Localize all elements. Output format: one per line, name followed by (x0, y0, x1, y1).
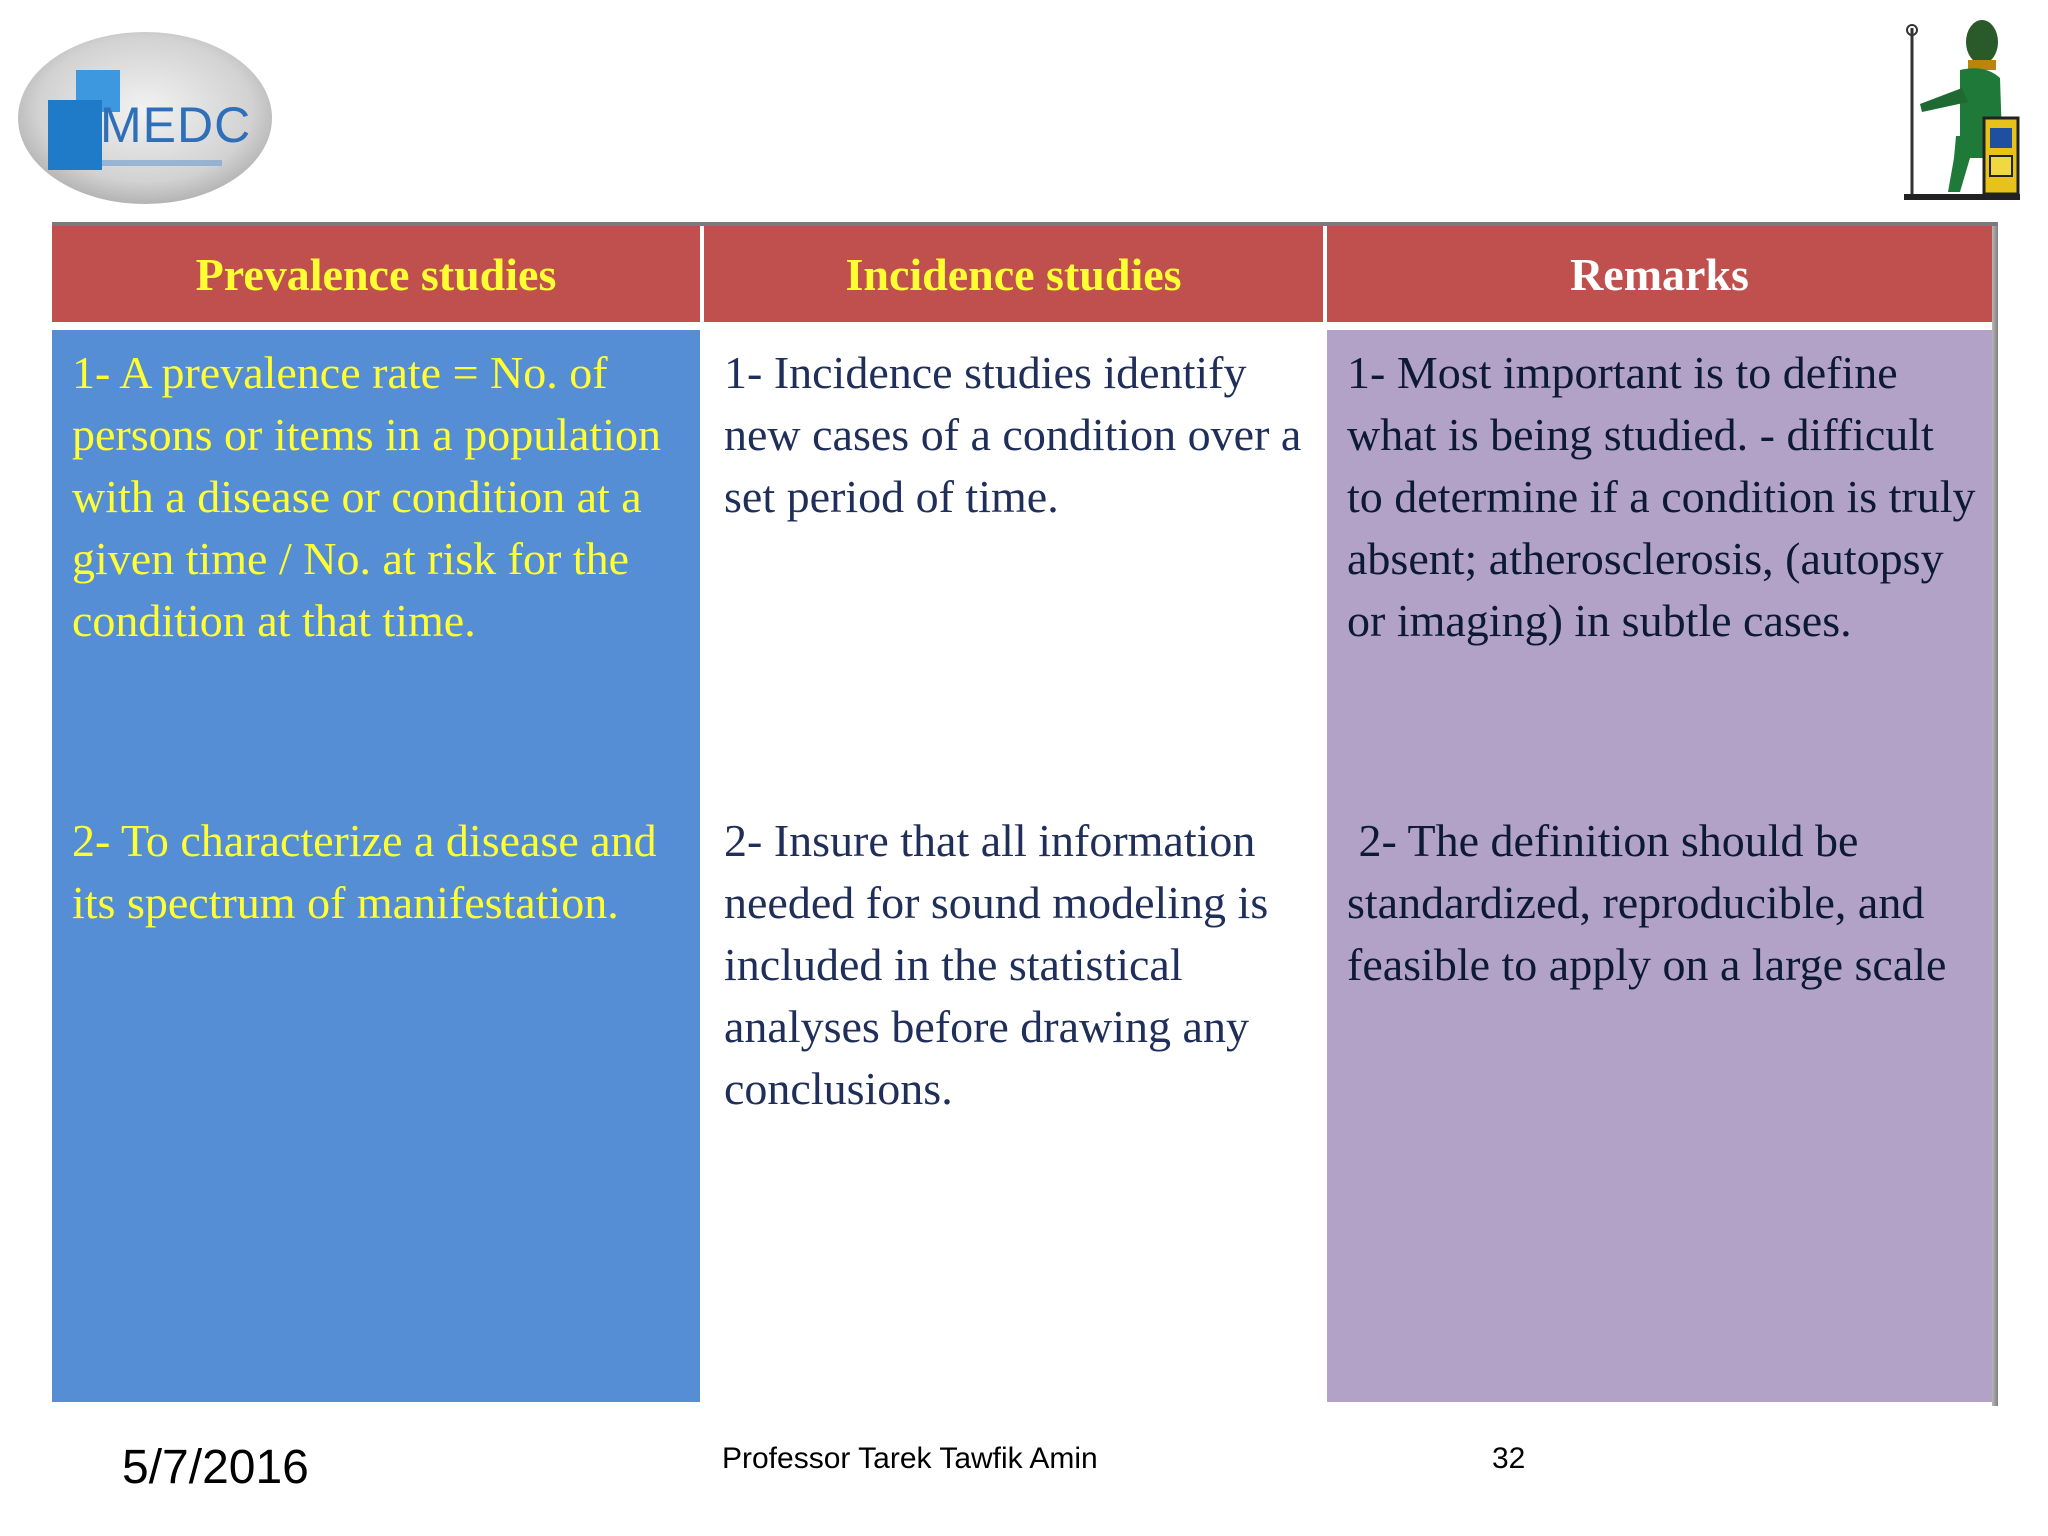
pharaoh-figure-icon (1890, 8, 2020, 204)
comparison-table (52, 222, 1998, 1402)
logo-text: MEDC (100, 97, 252, 153)
footer-author: Professor Tarek Tawfik Amin (722, 1442, 1098, 1475)
prevalence-point-1: 1- A prevalence rate = No. of persons or items in a population with a disease or condition at a given time / No. at risk for the condition at that time. (72, 347, 661, 646)
medc-logo (16, 30, 274, 206)
page-number: 32 (1492, 1442, 1526, 1475)
header-incidence-studies: Incidence studies (704, 226, 1323, 322)
prevalence-point-2: 2- To characterize a disease and its spectrum of manifestation. (72, 815, 657, 928)
table-right-shadow (1992, 226, 1998, 1406)
remarks-point-2: 2- The definition should be standardized, reproducible, and feasible to apply on a large scale (1347, 815, 1947, 990)
remarks-column (1327, 330, 1992, 1402)
prevalence-column (52, 330, 700, 1402)
footer-date: 5/7/2016 (122, 1441, 309, 1494)
incidence-point-2: 2- Insure that all information needed for sound modeling is included in the statistical analyses before drawing any conclusions. (724, 815, 1269, 1114)
header-prevalence-studies: Prevalence studies (52, 226, 700, 322)
header-remarks: Remarks (1327, 226, 1992, 322)
incidence-point-1: 1- Incidence studies identify new cases of a condition over a set period of time. (724, 347, 1302, 522)
remarks-point-1: 1- Most important is to define what is being studied. - difficult to determine if a condition is truly absent; atherosclerosis, (autopsy or imaging) in subtle cases. (1347, 347, 1976, 646)
incidence-column (704, 330, 1323, 1402)
